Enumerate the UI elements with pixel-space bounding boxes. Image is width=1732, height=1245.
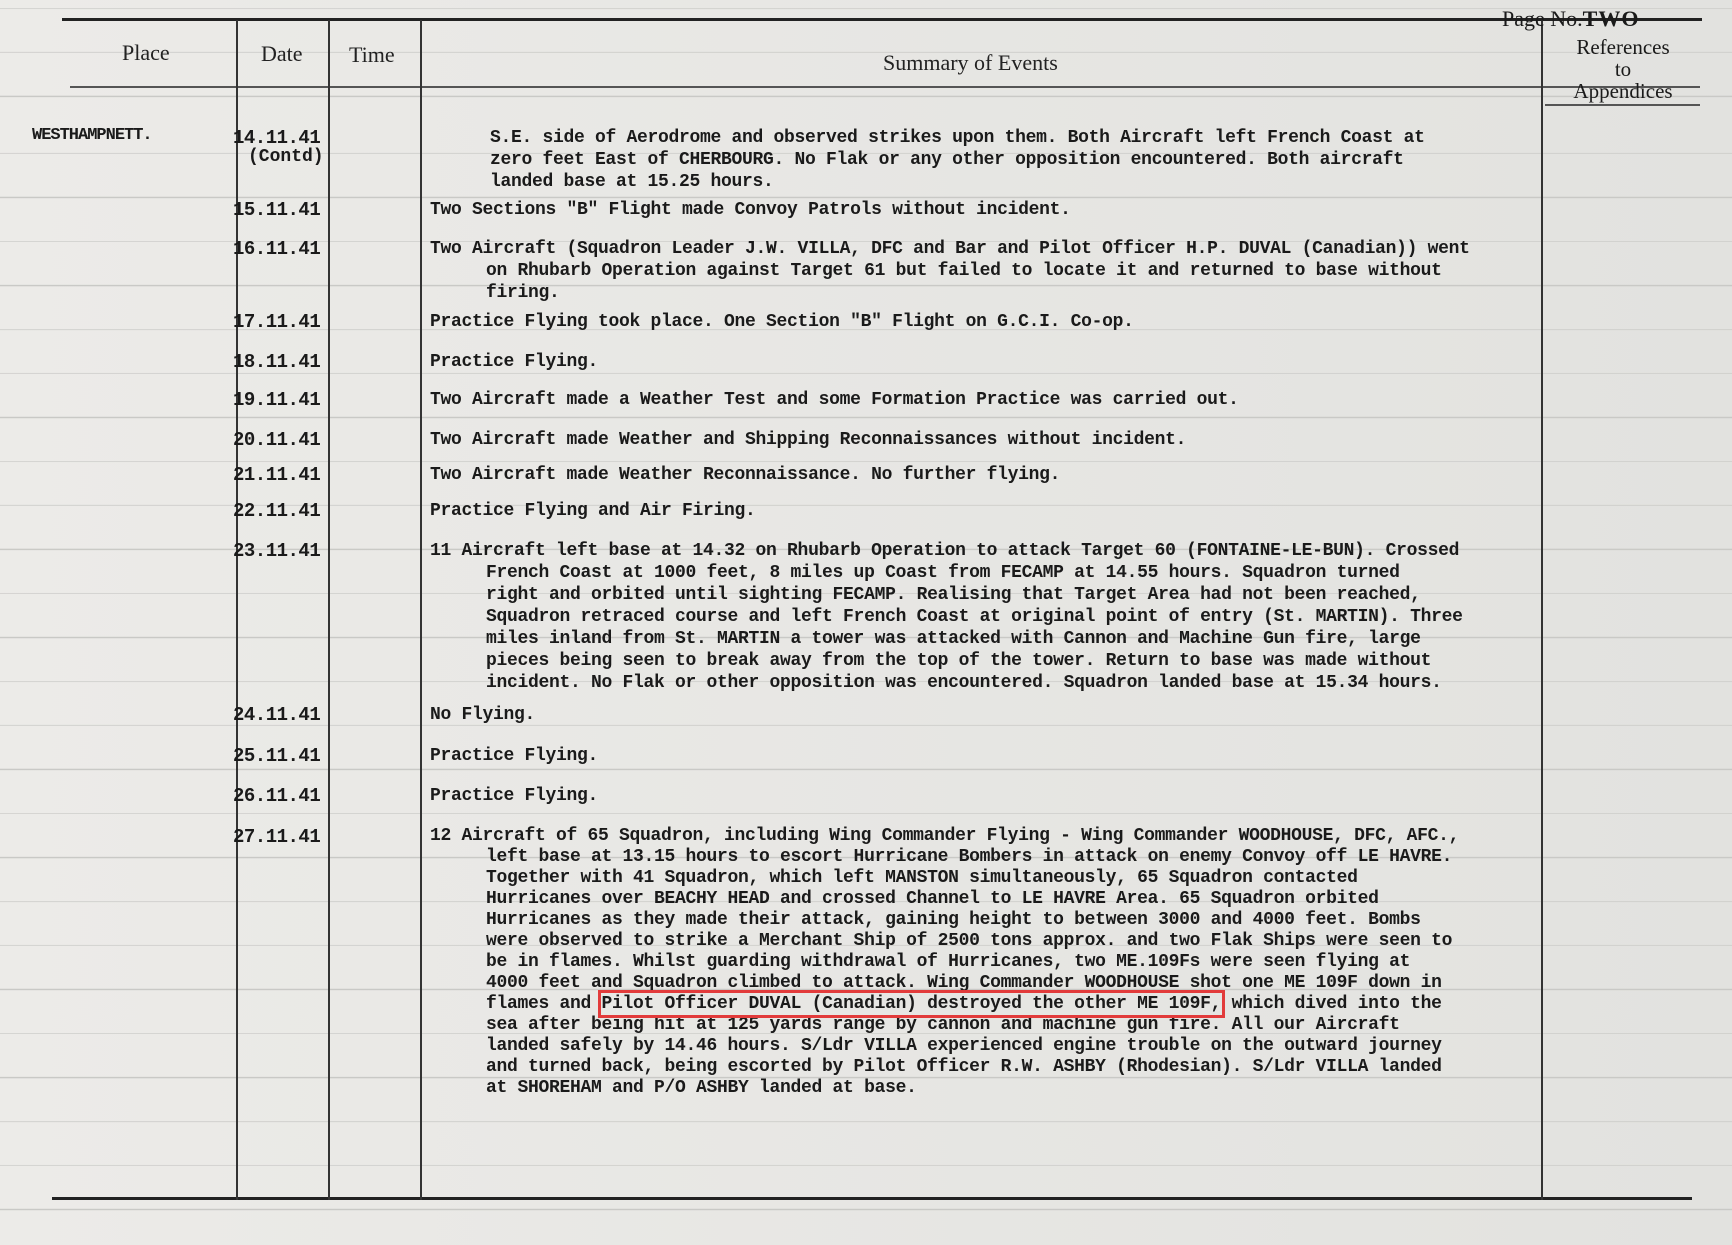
entry-text [430,704,1550,726]
entry-text [430,540,1550,694]
entry-date: 18.11.41 [233,351,321,373]
entry-line: Practice Flying took place. One Section "B" Flight on G.C.I. Co-op. [430,312,1134,332]
entry-line: 4000 feet and Squadron climbed to attack. Wing Commander WOODHOUSE shot one ME 109F down in [486,973,1442,993]
entry-line: incident. No Flak or other opposition was encountered. Squadron landed base at 15.34 hours. [486,673,1442,693]
entry-line: Practice Flying. [430,746,599,766]
entry-line: be in flames. Whilst guarding withdrawal of Hurricanes, two ME.109Fs were seen flying at [486,952,1411,972]
column-divider-date [328,20,330,1200]
highlight-box: Pilot Officer DUVAL (Canadian) destroyed the other ME 109F, [601,994,1222,1014]
entry-line: Two Aircraft (Squadron Leader J.W. VILLA, DFC and Bar and Pilot Officer H.P. DUVAL (Canadian)) went [430,239,1470,259]
entry-text [490,127,1610,193]
entry-text [430,238,1550,304]
entry-line: Practice Flying. [430,786,599,806]
entry-continued-note: (Contd) [248,147,324,167]
header-references-line: to [1614,57,1632,81]
entry-date: 19.11.41 [233,389,321,411]
entry-line: Practice Flying. [430,352,599,372]
entry-line: Practice Flying and Air Firing. [430,501,756,521]
entry-text [430,826,1550,1099]
entry-date: 14.11.41 [233,127,321,149]
entry-line: sea after being hit at 125 yards range by cannon and machine gun fire. All our Aircraft [486,1015,1400,1035]
entry-line: Hurricanes as they made their attack, gaining height to between 3000 and 4000 feet. Bombs [486,910,1421,930]
entry-line: Two Aircraft made a Weather Test and some Formation Practice was carried out. [430,390,1239,410]
entry-text [430,389,1550,411]
header-date: Date [261,41,303,66]
entry-date: 27.11.41 [233,826,321,848]
entry-line: 11 Aircraft left base at 14.32 on Rhubarb Operation to attack Target 60 (FONTAINE-LE-BUN). Crossed [430,541,1460,561]
entry-line: landed base at 15.25 hours. [490,172,774,192]
entry-date: 26.11.41 [233,785,321,807]
entry-text [430,464,1550,486]
top-rule [62,18,1702,21]
entry-date: 21.11.41 [233,464,321,486]
entry-text [430,199,1550,221]
entry-date: 15.11.41 [233,199,321,221]
entry-text [430,745,1550,767]
entry-line: No Flying. [430,705,536,725]
entry-text [430,500,1550,522]
column-divider-time [420,20,422,1200]
entry-line: Squadron retraced course and left French Coast at original point of entry (St. MARTIN). Three [486,607,1463,627]
entry-line: landed safely by 14.46 hours. S/Ldr VILLA experienced engine trouble on the outward journey [486,1036,1442,1056]
entry-line: at SHOREHAM and P/O ASHBY landed at base. [486,1078,917,1098]
entry-text [430,311,1550,333]
entry-date: 23.11.41 [233,540,321,562]
entry-line: Hurricanes over BEACHY HEAD and crossed Channel to LE HAVRE Area. 65 Squadron orbited [486,889,1379,909]
header-rule-right [1545,104,1700,106]
entry-date: 24.11.41 [233,704,321,726]
place-name: WESTHAMPNETT. [32,126,152,145]
entry-line: left base at 13.15 hours to escort Hurricane Bombers in attack on enemy Convoy off LE HAVRE. [486,847,1453,867]
entry-line: S.E. side of Aerodrome and observed strikes upon them. Both Aircraft left French Coast at [490,128,1425,148]
page-number [1502,6,1639,32]
entry-text [430,785,1550,807]
entry-date: 25.11.41 [233,745,321,767]
header-summary: Summary of Events [883,50,1058,75]
entry-date: 17.11.41 [233,311,321,333]
header-time: Time [349,42,395,67]
column-divider-place [236,20,238,1200]
page-number-value: TWO [1582,6,1640,31]
entry-date: 22.11.41 [233,500,321,522]
header-references-line: References [1576,35,1670,59]
entry-text [430,351,1550,373]
entry-line: Two Sections "B" Flight made Convoy Patrols without incident. [430,200,1071,220]
entry-line: pieces being seen to break away from the top of the tower. Return to base was made without [486,651,1432,671]
entry-line: miles inland from St. MARTIN a tower was attacked with Cannon and Machine Gun fire, large [486,629,1421,649]
entry-line: firing. [486,283,560,303]
header-place: Place [122,40,170,65]
entry-line: on Rhubarb Operation against Target 61 but failed to locate it and returned to base without [486,261,1442,281]
entry-text [430,429,1550,451]
header-references-line: Appendices [1573,79,1673,103]
entry-line: Together with 41 Squadron, which left MANSTON simultaneously, 65 Squadron contacted [486,868,1358,888]
entry-line: Two Aircraft made Weather and Shipping Reconnaissances without incident. [430,430,1187,450]
bottom-rule [52,1197,1692,1200]
entry-line: zero feet East of CHERBOURG. No Flak or any other opposition encountered. Both aircraft [490,150,1404,170]
entry-line: were observed to strike a Merchant Ship of 2500 tons approx. and two Flak Ships were seen to [486,931,1453,951]
header-rule [70,86,1700,88]
entry-line: 12 Aircraft of 65 Squadron, including Wing Commander Flying - Wing Commander WOODHOUSE, DFC, AFC., [430,826,1460,846]
entry-line: right and orbited until sighting FECAMP. Realising that Target Area had not been reached, [486,585,1421,605]
entry-date: 20.11.41 [233,429,321,451]
entry-line: and turned back, being escorted by Pilot Officer R.W. ASHBY (Rhodesian). S/Ldr VILLA landed [486,1057,1442,1077]
header-references [1548,36,1698,102]
page-number-label: Page No. [1502,6,1583,31]
entry-line: French Coast at 1000 feet, 8 miles up Coast from FECAMP at 14.55 hours. Squadron turned [486,563,1400,583]
entry-line: flames and Pilot Officer DUVAL (Canadian) destroyed the other ME 109F, which dived into the [486,994,1442,1014]
entry-date: 16.11.41 [233,238,321,260]
entry-line: Two Aircraft made Weather Reconnaissance. No further flying. [430,465,1061,485]
